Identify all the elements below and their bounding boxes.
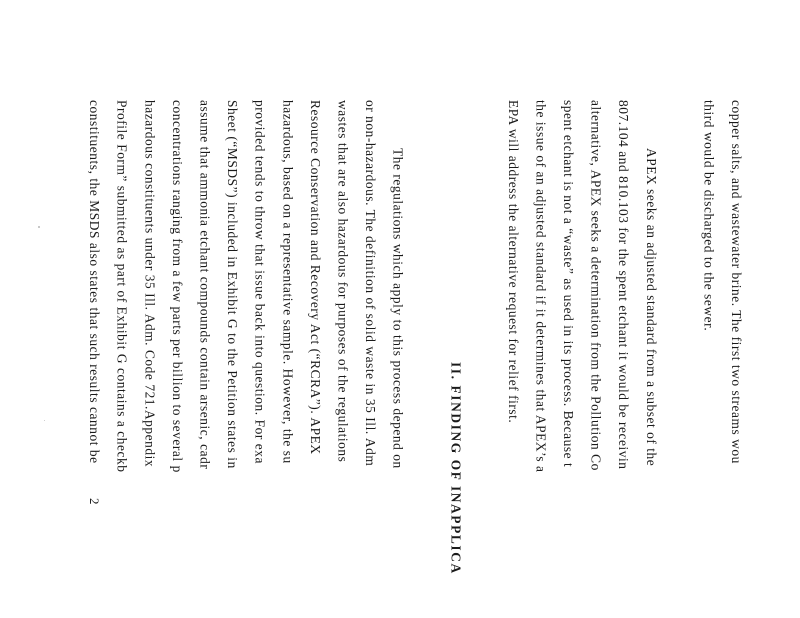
body-line: hazardous, based on a representative sample. However, the su: [280, 100, 296, 464]
body-line: wastes that are also hazardous for purposes of the regulations: [335, 100, 351, 463]
body-line: APEX seeks an adjusted standard from a subset of the: [643, 148, 659, 467]
scan-speck: [38, 226, 40, 228]
document-body: [87, 100, 750, 618]
paragraph-gap: [469, 100, 499, 130]
body-line: constituents, the MSDS also states that such results cannot be: [87, 100, 103, 464]
body-line: Resource Conservation and Recovery Act (“RCRA”). APEX: [307, 100, 323, 455]
paragraph-gap: [412, 100, 442, 130]
paragraph-gap: [665, 100, 695, 130]
body-line: the issue of an adjusted standard if it determines that APEX’s a: [533, 100, 549, 473]
page-number: 2: [87, 498, 102, 505]
scan-speck: [44, 420, 45, 421]
section-heading: II. FINDING OF INAPPLICA: [448, 362, 464, 575]
body-line: or non-hazardous. The definition of solid waste in 35 Ill. Adm: [363, 100, 379, 467]
body-line: hazardous constituents under 35 Ill. Adm. Code 721.Appendix: [142, 100, 158, 468]
body-line: The regulations which apply to this process depend on: [390, 148, 406, 469]
body-line: spent etchant is not a “waste” as used in its process. Because t: [561, 100, 577, 468]
body-line: Sheet (“MSDS”) included in Exhibit G to the Petition states in: [225, 100, 241, 469]
body-line: Profile Form” submitted as part of Exhibit G contains a checkb: [114, 100, 130, 473]
body-line: concentrations ranging from a few parts per billion to several p: [169, 100, 185, 473]
body-line: copper salts, and wastewater brine. The first two streams wou: [729, 100, 744, 464]
body-line: 807.104 and 810.103 for the spent etchant it would be receivin: [616, 100, 632, 470]
body-line: third would be discharged to the sewer.: [701, 100, 717, 332]
body-line: alternative, APEX seeks a determination from the Pollution Co: [588, 100, 604, 471]
body-line: assume that ammonia etchant compounds contain arsenic, cadr: [197, 100, 213, 470]
body-line: EPA will address the alternative request for relief first.: [505, 100, 521, 424]
body-line: provided tends to throw that issue back into question. For exa: [252, 100, 268, 464]
